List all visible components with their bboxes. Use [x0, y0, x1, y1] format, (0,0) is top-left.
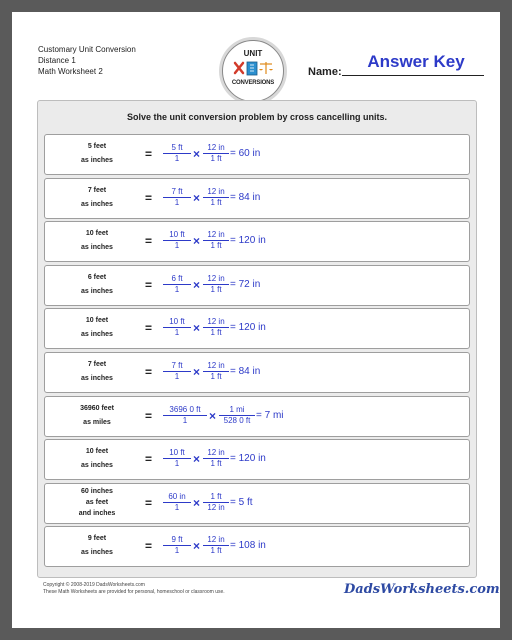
- dadsworksheets-logo: DadsWorksheets.com: [344, 582, 500, 597]
- multiply-sign: ×: [193, 321, 201, 336]
- fraction-denominator: 1: [174, 459, 180, 469]
- problem-row: [44, 134, 470, 175]
- question-line: and inches: [78, 509, 116, 517]
- equals-sign: =: [145, 234, 153, 249]
- measuring-tools-icon: [232, 60, 274, 76]
- fraction-numerator: 7 ft: [163, 361, 191, 372]
- question-line: as inches: [81, 157, 113, 164]
- first-fraction: [163, 230, 191, 251]
- question-line: as inches: [81, 462, 113, 470]
- equals-sign: =: [145, 539, 153, 554]
- fraction-numerator: 12 in: [203, 143, 229, 154]
- fraction-denominator: 1 ft: [210, 154, 222, 163]
- answer-result: = 108 in: [230, 540, 266, 552]
- answer-result: = 120 in: [230, 453, 266, 465]
- question-line: as inches: [81, 331, 113, 339]
- instructions: Solve the unit conversion problem by cross cancelling units.: [126, 112, 388, 122]
- question-line: 10 feet: [85, 317, 109, 325]
- fraction-denominator: 1: [174, 241, 180, 251]
- question-line: as inches: [81, 375, 113, 382]
- unit-conversions-logo: [222, 40, 284, 102]
- first-fraction: [163, 492, 191, 513]
- first-fraction: [163, 535, 191, 556]
- conversion-fraction: [203, 317, 229, 338]
- equals-sign: =: [145, 408, 153, 423]
- fraction-denominator: 12 in: [207, 502, 225, 512]
- equals-sign: =: [145, 190, 153, 205]
- fraction-numerator: 3696 0 ft: [163, 405, 207, 416]
- question-line: 7 feet: [87, 186, 107, 194]
- first-fraction: [163, 448, 191, 469]
- logo-bottom-text: CONVERSIONS: [231, 80, 275, 86]
- question-line: 10 feet: [85, 230, 109, 238]
- answer-result: = 5 ft: [230, 496, 253, 508]
- conversion-fraction: [203, 492, 229, 513]
- fraction-denominator: 1: [182, 415, 188, 425]
- equals-sign: =: [145, 277, 153, 292]
- conversion-fraction: [203, 187, 229, 208]
- equals-sign: =: [145, 365, 153, 379]
- first-fraction: [163, 187, 191, 208]
- conversion-fraction: [203, 274, 229, 295]
- fraction-numerator: 1 ft: [203, 492, 229, 503]
- fraction-denominator: 1: [174, 372, 180, 381]
- problem-row: [44, 483, 470, 524]
- problem-question: [63, 402, 131, 430]
- multiply-sign: ×: [193, 190, 201, 205]
- first-fraction: [163, 361, 191, 382]
- problem-question: [63, 271, 131, 299]
- multiply-sign: ×: [193, 495, 201, 510]
- fraction-denominator: 1: [174, 197, 180, 207]
- fraction-denominator: 1: [174, 502, 180, 512]
- worksheet-page: [12, 12, 500, 628]
- multiply-sign: ×: [193, 452, 201, 467]
- fraction-numerator: 10 ft: [163, 317, 191, 328]
- problem-row: [44, 352, 470, 393]
- question-line: as inches: [81, 200, 113, 208]
- first-fraction: [163, 274, 191, 295]
- question-line: 7 feet: [87, 361, 107, 368]
- name-label: Name:: [308, 66, 342, 78]
- question-line: as inches: [81, 549, 113, 557]
- name-line: [342, 75, 484, 76]
- fraction-numerator: 1 mi: [219, 405, 255, 416]
- fraction-denominator: 1: [174, 546, 180, 556]
- worksheet-title: Customary Unit Conversion: [38, 45, 136, 54]
- problems-panel: [37, 100, 477, 578]
- problem-row: [44, 526, 470, 567]
- answer-result: = 84 in: [230, 191, 261, 203]
- problem-row: [44, 178, 470, 219]
- fraction-denominator: 1 ft: [210, 284, 222, 294]
- fraction-numerator: 5 ft: [163, 143, 191, 154]
- answer-result: = 84 in: [230, 366, 261, 377]
- fraction-denominator: 1: [174, 328, 180, 338]
- answer-result: = 120 in: [230, 235, 266, 247]
- fraction-denominator: 1 ft: [210, 197, 222, 207]
- equals-sign: =: [145, 321, 153, 336]
- fraction-numerator: 9 ft: [163, 535, 191, 546]
- question-line: 6 feet: [87, 273, 107, 281]
- answer-result: = 72 in: [230, 278, 261, 290]
- first-fraction: [163, 405, 207, 426]
- question-line: 60 inches: [81, 487, 113, 495]
- copyright: Copyright © 2008-2019 DadsWorksheets.com: [43, 582, 145, 588]
- fraction-numerator: 12 in: [203, 361, 229, 372]
- equals-sign: =: [145, 495, 153, 510]
- worksheet-number: Math Worksheet 2: [38, 67, 103, 76]
- conversion-fraction: [203, 448, 229, 469]
- problem-question: [63, 445, 131, 473]
- fraction-numerator: 60 in: [163, 492, 191, 503]
- footer-text: [43, 582, 225, 596]
- problem-question: [63, 486, 131, 519]
- problem-question: [63, 140, 131, 168]
- multiply-sign: ×: [193, 277, 201, 292]
- fraction-numerator: 12 in: [203, 448, 229, 459]
- question-line: as inches: [81, 287, 113, 295]
- worksheet-header: [38, 44, 136, 77]
- question-line: 9 feet: [87, 535, 107, 543]
- answer-result: = 120 in: [230, 322, 266, 334]
- question-line: 5 feet: [87, 143, 107, 150]
- problem-question: [63, 314, 131, 342]
- problem-row: [44, 265, 470, 306]
- conversion-fraction: [203, 535, 229, 556]
- problem-row: [44, 221, 470, 262]
- multiply-sign: ×: [209, 408, 217, 423]
- question-line: as miles: [83, 418, 111, 426]
- problem-row: [44, 439, 470, 480]
- equals-sign: =: [145, 147, 153, 161]
- problem-question: [63, 227, 131, 255]
- usage-note: These Math Worksheets are provided for personal, homeschool or classroom use.: [43, 589, 225, 595]
- conversion-fraction: [219, 405, 255, 426]
- fraction-denominator: 1 ft: [210, 459, 222, 469]
- first-fraction: [163, 143, 191, 164]
- equals-sign: =: [145, 452, 153, 467]
- question-line: 36960 feet: [80, 404, 114, 412]
- problem-question: [63, 358, 131, 386]
- conversion-fraction: [203, 230, 229, 251]
- multiply-sign: ×: [193, 365, 201, 379]
- fraction-numerator: 10 ft: [163, 448, 191, 459]
- fraction-numerator: 12 in: [203, 317, 229, 328]
- fraction-numerator: 12 in: [203, 187, 229, 198]
- fraction-numerator: 12 in: [203, 230, 229, 241]
- fraction-numerator: 6 ft: [163, 274, 191, 285]
- problem-row: [44, 308, 470, 349]
- first-fraction: [163, 317, 191, 338]
- multiply-sign: ×: [193, 147, 201, 161]
- question-line: 10 feet: [85, 448, 109, 456]
- answer-result: = 60 in: [230, 148, 261, 159]
- fraction-denominator: 1 ft: [210, 372, 222, 381]
- fraction-numerator: 10 ft: [163, 230, 191, 241]
- conversion-fraction: [203, 143, 229, 164]
- logo-top-text: UNIT: [243, 49, 263, 58]
- fraction-denominator: 1: [174, 154, 180, 163]
- answer-key-label: Answer Key: [367, 52, 465, 71]
- conversion-fraction: [203, 361, 229, 382]
- fraction-numerator: 7 ft: [163, 187, 191, 198]
- problem-row: [44, 396, 470, 437]
- problem-question: [63, 184, 131, 212]
- worksheet-subtitle: Distance 1: [38, 56, 76, 65]
- fraction-denominator: 1 ft: [210, 546, 222, 556]
- multiply-sign: ×: [193, 539, 201, 554]
- question-line: as feet: [85, 498, 109, 506]
- multiply-sign: ×: [193, 234, 201, 249]
- answer-result: = 7 mi: [256, 409, 284, 421]
- problem-question: [63, 532, 131, 560]
- fraction-denominator: 1 ft: [210, 241, 222, 251]
- fraction-numerator: 12 in: [203, 274, 229, 285]
- fraction-denominator: 528 0 ft: [223, 415, 251, 425]
- fraction-denominator: 1: [174, 284, 180, 294]
- fraction-denominator: 1 ft: [210, 328, 222, 338]
- question-line: as inches: [81, 244, 113, 252]
- fraction-numerator: 12 in: [203, 535, 229, 546]
